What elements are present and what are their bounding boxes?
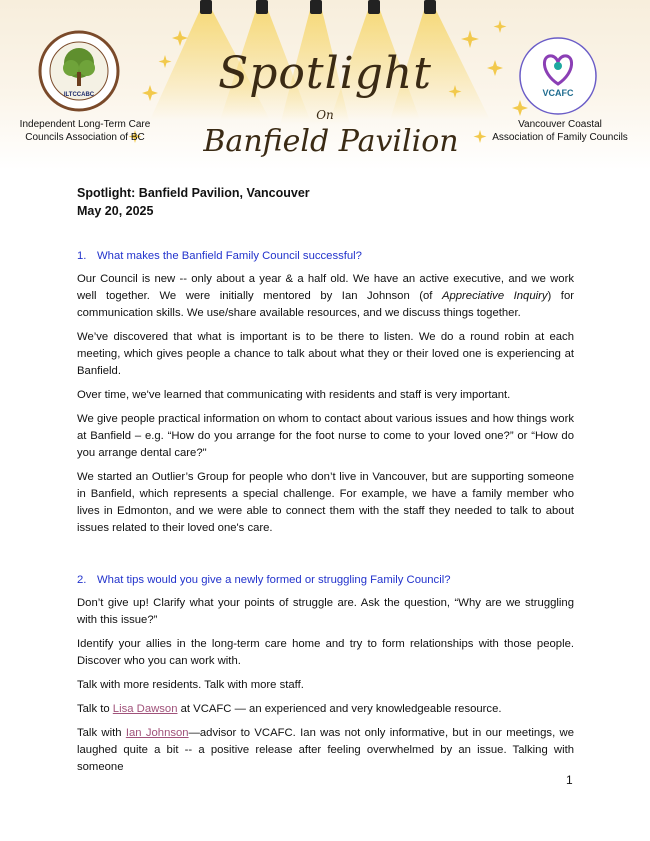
question-heading [77, 572, 574, 589]
paragraph: Talk with more residents. Talk with more staff. [77, 679, 304, 691]
stage-lamp [256, 0, 268, 14]
paragraph: We started an Outlier’s Group for people who don’t live in Vancouver, but are supporting someone in Banfield, which represents a special challenge. For example, we have a family member who lives in Edmonton, and we were able to connect them with the staff they needed to talk to about issues related to their loved one's care. [77, 471, 574, 534]
stage-lamp [368, 0, 380, 14]
paragraph: Don’t give up! Clarify what your points of struggle are. Ask the question, “Why are we struggling with this issue?” [77, 597, 574, 626]
logo-acronym: ILTCCABC [63, 92, 95, 98]
stage-lamp [200, 0, 212, 14]
org-name-line: Association of Family Councils [492, 132, 628, 143]
question-heading [77, 248, 574, 265]
paragraph-text: Talk to [77, 703, 113, 715]
page-number: 1 [566, 773, 573, 787]
sparkle-icon [461, 30, 479, 48]
person-icon [554, 62, 562, 70]
question-number: 2. [77, 574, 87, 586]
header-banner [0, 0, 650, 170]
right-org-name [485, 118, 635, 144]
banner-subtitle: Banfield Pavilion [203, 124, 459, 159]
ian-johnson-link[interactable]: Ian Johnson [125, 727, 189, 739]
stage-lamps [200, 0, 436, 14]
paragraph [77, 725, 574, 776]
vcafc-logo [518, 36, 598, 116]
org-name-line: Independent Long-Term Care [19, 119, 151, 130]
document-heading: Spotlight: Banfield Pavilion, Vancouver [77, 186, 310, 200]
iltccabc-logo [38, 30, 120, 112]
paragraph [77, 271, 574, 322]
left-org-name [10, 118, 160, 144]
sparkle-icon [487, 60, 503, 76]
question-text: What tips would you give a newly formed or struggling Family Council? [97, 574, 451, 586]
question-number: 1. [77, 250, 87, 262]
paragraph-text: Our Council is new -- only about a year & a half old. We have an active executive, and we work well together. We were initially mentored by Ian Johnson (of [77, 273, 574, 302]
org-name-line: Councils Association of BC [25, 132, 145, 143]
stage-lamp [424, 0, 436, 14]
question-text: What makes the Banfield Family Council successful? [97, 250, 362, 262]
paragraph-emphasis: Appreciative Inquiry [441, 290, 548, 302]
document-body [77, 184, 574, 783]
paragraph: Over time, we've learned that communicating with residents and staff is very important. [77, 389, 511, 401]
paragraph: Identify your allies in the long-term care home and try to form relationships with those people. Discover who you can work with. [77, 638, 574, 667]
document-date: May 20, 2025 [77, 204, 154, 218]
paragraph-text: —advisor to VCAFC. Ian was not only informative, but in our meetings, we laughed quite a bit -- a positive release after feeling overwhelmed by an issue. Talking with someone [77, 727, 574, 773]
paragraph: We give people practical information on whom to contact about various issues and how things work at Banfield – e.g. “How do you arrange for the foot nurse to come to your loved one?” or “How do you arrange dental care?" [77, 413, 574, 459]
org-name-line: Vancouver Coastal [518, 119, 602, 130]
sparkle-icon [159, 55, 172, 68]
lisa-dawson-link[interactable]: Lisa Dawson [112, 703, 178, 715]
logo-acronym: VCAFC [542, 88, 574, 98]
paragraph: We’ve discovered that what is important is to be there to listen. We do a round robin at each meeting, which gives people a chance to talk about what they or their loved one is experiencing at Banfield. [77, 331, 574, 377]
paragraph-text: Talk with [77, 727, 126, 739]
stage-lamp [310, 0, 322, 14]
sparkle-icon [142, 85, 158, 101]
banner-title-on: On [316, 108, 334, 122]
spacer [77, 544, 574, 562]
paragraph-text: ) for communication skills. We use/share available resources, and we discuss things together. [77, 290, 574, 319]
paragraph-text: at VCAFC — an experienced and very knowledgeable resource. [177, 703, 502, 715]
paragraph [77, 701, 574, 718]
banner-title: Spotlight [218, 48, 432, 99]
sparkle-icon [494, 20, 507, 33]
